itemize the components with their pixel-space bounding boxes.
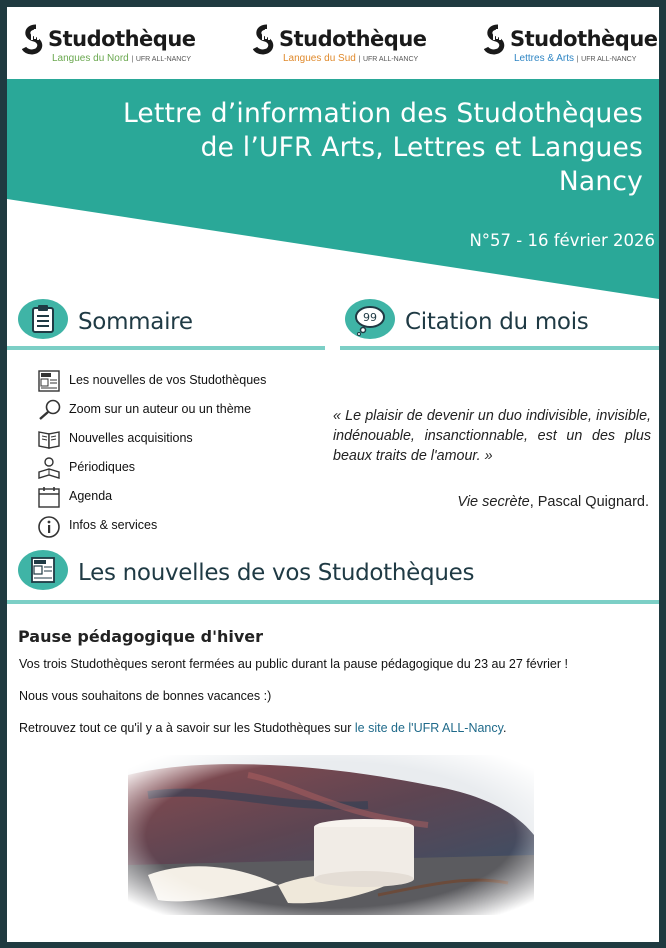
- reader-icon: [37, 456, 63, 480]
- citation-header: [345, 299, 655, 349]
- open-book-icon: [37, 427, 63, 451]
- sommaire-rule: [7, 346, 325, 350]
- citation-rule: [340, 346, 659, 350]
- news-paragraph-2: Nous vous souhaitons de bonnes vacances :): [19, 689, 272, 703]
- logo-brand: Studothèque: [48, 27, 196, 51]
- info-icon: [37, 514, 63, 538]
- toc-item-nouvelles[interactable]: [37, 369, 297, 393]
- magnifier-icon: [37, 398, 63, 422]
- toc-item-agenda[interactable]: [37, 485, 297, 509]
- toc-item-infos[interactable]: [37, 514, 297, 538]
- citation-title: Citation du mois: [405, 309, 589, 335]
- newspaper-icon: [18, 550, 68, 590]
- svg-text:99: 99: [363, 311, 377, 324]
- logo-brand: Studothèque: [279, 27, 427, 51]
- ufr-site-link[interactable]: le site de l'UFR ALL-Nancy: [354, 721, 503, 735]
- logo-subtitle: Langues du Sud | UFR ALL-NANCY: [283, 53, 419, 64]
- sommaire-header: [18, 299, 318, 349]
- newsletter-page: [7, 7, 659, 942]
- clipboard-icon: [18, 299, 68, 339]
- nouvelles-title: Les nouvelles de vos Studothèques: [78, 560, 475, 586]
- winter-book-photo: [128, 755, 534, 915]
- calendar-icon: [37, 485, 63, 509]
- toc-item-zoom[interactable]: [37, 398, 297, 422]
- toc-item-periodiques[interactable]: [37, 456, 297, 480]
- toc-label: Zoom sur un auteur ou un thème: [69, 402, 252, 416]
- news-paragraph-3: Retrouvez tout ce qu'il y a à savoir sur les Studothèques sur le site de l'UFR ALL-Nancy.: [19, 721, 507, 735]
- toc-label: Les nouvelles de vos Studothèques: [69, 373, 267, 387]
- newsletter-title: Lettre d’information des Studothèques de l’UFR Arts, Lettres et Langues Nancy: [122, 98, 643, 197]
- logo-bar: [7, 7, 659, 79]
- citation-author: , Pascal Quignard.: [529, 494, 649, 510]
- toc-label: Agenda: [69, 489, 113, 503]
- logo-brand: Studothèque: [510, 27, 658, 51]
- citation-source: [457, 494, 649, 510]
- sommaire-title: Sommaire: [78, 309, 193, 335]
- citation-book: Vie secrète: [457, 494, 530, 510]
- header-banner: [7, 79, 659, 299]
- toc-label: Infos & services: [69, 518, 158, 532]
- news-paragraph-1: Vos trois Studothèques seront fermées au public durant la pause pédagogique du 23 au 27 février !: [19, 657, 568, 671]
- newspaper-icon: [37, 369, 63, 393]
- nouvelles-rule: [7, 600, 659, 604]
- news-heading: Pause pédagogique d'hiver: [18, 627, 264, 646]
- nouvelles-header: [18, 550, 618, 600]
- toc-item-acquisitions[interactable]: [37, 427, 297, 451]
- issue-number: N°57 - 16 février 2026: [469, 231, 655, 250]
- toc-label: Nouvelles acquisitions: [69, 431, 193, 445]
- logo-subtitle: Langues du Nord | UFR ALL-NANCY: [52, 53, 192, 64]
- logo-subtitle: Lettres & Arts | UFR ALL-NANCY: [514, 53, 637, 64]
- citation-text: « Le plaisir de devenir un duo indivisible, invisible, indénouable, insanctionnable, est un des plus beaux traits de l'amour. »: [333, 408, 651, 464]
- speech-bubble-icon: [345, 299, 395, 339]
- toc-label: Périodiques: [69, 460, 136, 474]
